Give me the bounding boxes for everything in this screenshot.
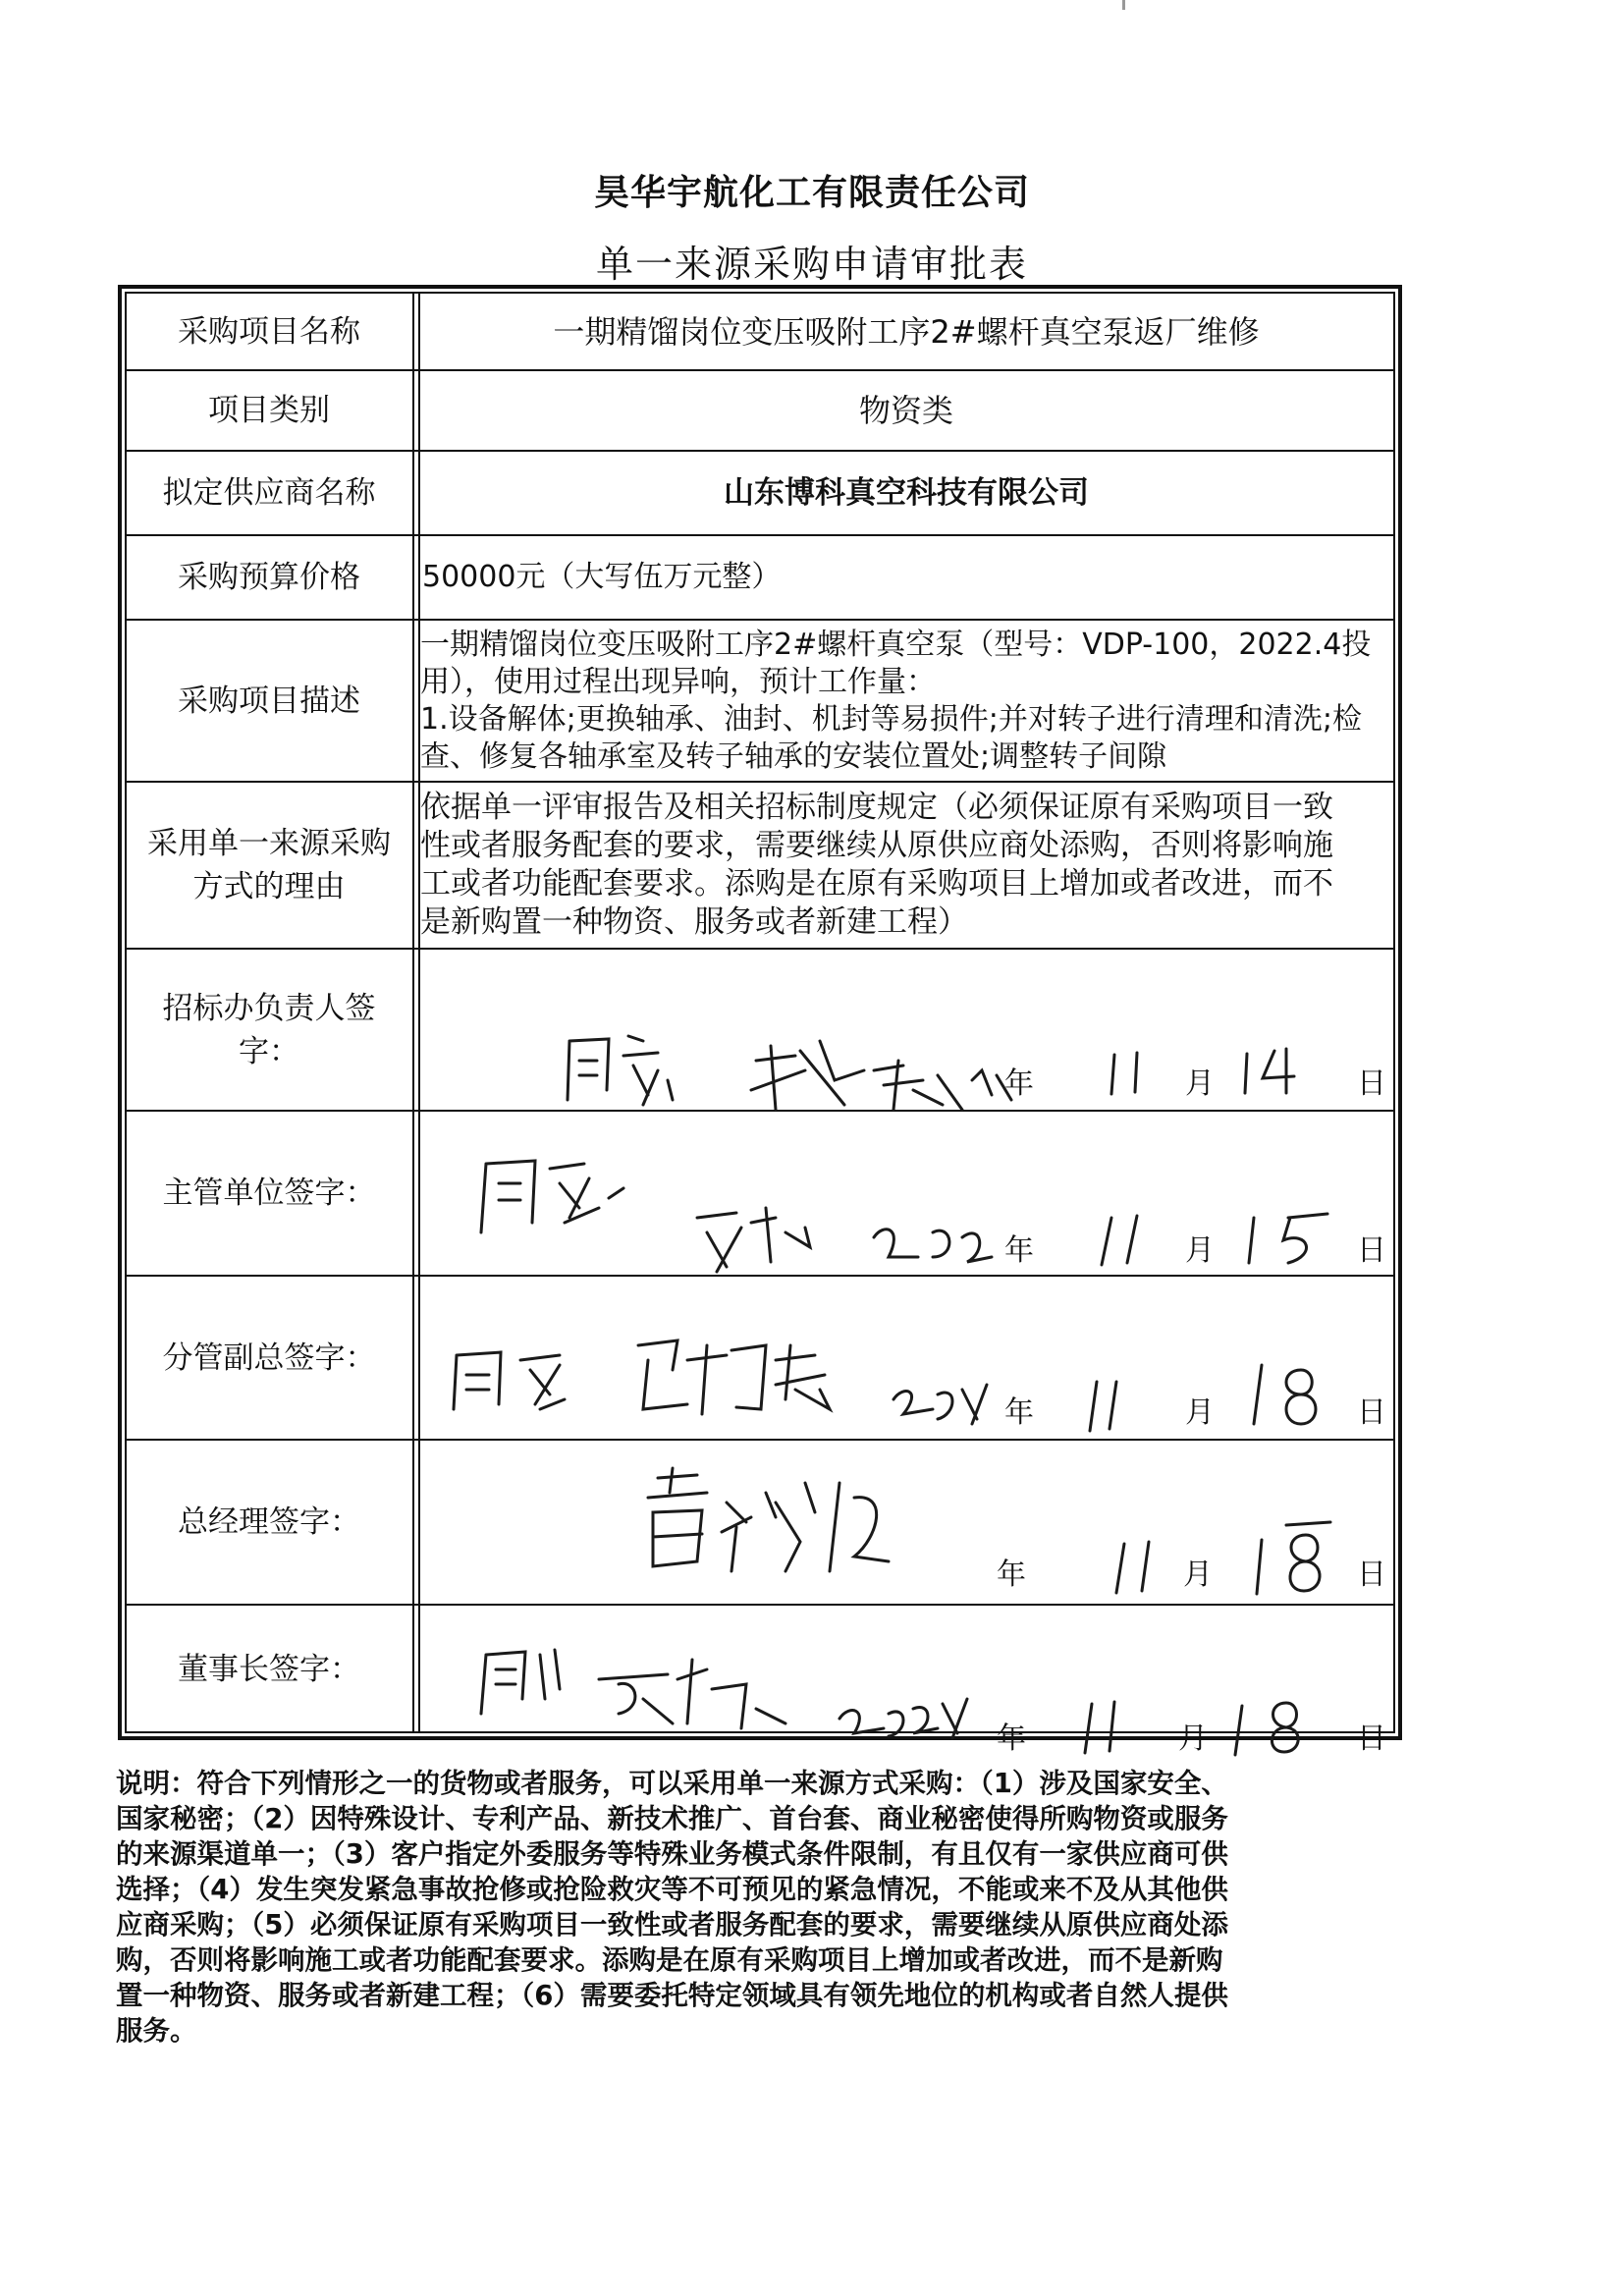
note-line: 服务。 <box>116 2015 197 2047</box>
label-description: 采购项目描述 <box>178 683 360 719</box>
explanatory-note <box>116 1766 1412 2049</box>
handwritten-month-sig1 <box>1100 1043 1178 1102</box>
handwritten-month-sig2 <box>1090 1206 1168 1275</box>
value-description <box>420 627 1392 776</box>
handwritten-signature-bidding-office <box>550 1011 1041 1120</box>
handwritten-day-sig4 <box>1247 1520 1345 1599</box>
handwritten-month-sig5 <box>1070 1694 1149 1763</box>
label-supervising-unit-signature: 主管单位签字： <box>162 1175 376 1211</box>
sig1-year-suffix: 年 <box>1004 1066 1034 1101</box>
value-category: 物资类 <box>858 392 953 429</box>
label-category: 项目类别 <box>208 393 330 428</box>
label-supplier: 拟定供应商名称 <box>162 475 376 511</box>
form-title: 单一来源采购申请审批表 <box>595 243 1028 286</box>
label-bidding-office-signature: 招标办负责人签 字： <box>162 990 376 1069</box>
note-line: 国家秘密；（2）因特殊设计、专利产品、新技术推广、首台套、商业秘密使得所购物资或服务 <box>116 1803 1228 1834</box>
label-chairman-signature: 董事长签字： <box>178 1652 360 1687</box>
handwritten-signature-vice-president <box>442 1331 1031 1439</box>
sig3-day-suffix: 日 <box>1357 1395 1386 1430</box>
company-name: 昊华宇航化工有限责任公司 <box>593 173 1030 213</box>
description-line: 查、修复各轴承室及转子轴承的安装位置处;调整转子间隙 <box>420 739 1167 774</box>
sig2-day-suffix: 日 <box>1357 1233 1386 1268</box>
sig1-month-suffix: 月 <box>1185 1066 1215 1101</box>
value-budget: 50000元（大写伍万元整） <box>422 560 782 594</box>
reason-line: 工或者功能配套要求。添购是在原有采购项目上增加或者改进，而不 <box>420 866 1333 902</box>
sig4-month-suffix: 月 <box>1183 1558 1213 1592</box>
label-vice-president-signature: 分管副总签字： <box>162 1339 376 1376</box>
label-project-name: 采购项目名称 <box>178 313 360 350</box>
reason-line: 依据单一评审报告及相关招标制度规定（必须保证原有采购项目一致 <box>420 790 1333 825</box>
reason-line: 性或者服务配套的要求，需要继续从原供应商处添购，否则将影响施 <box>420 828 1333 863</box>
sig4-day-suffix: 日 <box>1357 1558 1386 1592</box>
description-line: 一期精馏岗位变压吸附工序2#螺杆真空泵（型号：VDP-100，2022.4投 <box>420 628 1372 662</box>
handwritten-month-sig3 <box>1075 1370 1154 1444</box>
sig4-year-suffix: 年 <box>997 1558 1026 1592</box>
handwritten-signature-supervising-unit <box>471 1139 1060 1277</box>
note-line: 置一种物资、服务或者新建工程；（6）需要委托特定领域具有领先地位的机构或者自然人提供 <box>116 1980 1228 2011</box>
sig5-month-suffix: 月 <box>1178 1722 1208 1756</box>
label-reason: 采用单一来源采购 方式的理由 <box>147 826 391 904</box>
handwritten-day-sig1 <box>1235 1039 1333 1098</box>
value-supplier: 山东博科真空科技有限公司 <box>724 475 1089 511</box>
sig2-month-suffix: 月 <box>1185 1233 1215 1268</box>
note-line: 说明：符合下列情形之一的货物或者服务，可以采用单一来源方式采购：（1）涉及国家安全、 <box>116 1768 1228 1799</box>
column-divider <box>412 292 414 1733</box>
label-general-manager-signature: 总经理签字： <box>178 1504 360 1540</box>
sig5-day-suffix: 日 <box>1357 1722 1386 1756</box>
handwritten-signature-chairman <box>471 1630 1021 1748</box>
label-budget: 采购预算价格 <box>178 560 360 595</box>
handwritten-signature-general-manager <box>628 1463 903 1591</box>
sig3-month-suffix: 月 <box>1185 1395 1215 1430</box>
note-line: 的来源渠道单一；（3）客户指定外委服务等特殊业务模式条件限制，有且仅有一家供应商可供 <box>116 1838 1228 1870</box>
value-reason <box>420 789 1392 942</box>
description-line: 用），使用过程出现异响，预计工作量： <box>420 665 936 699</box>
note-line: 选择；（4）发生突发紧急事故抢修或抢险救灾等不可预见的紧急情况，不能或来不及从其他供 <box>116 1874 1228 1905</box>
sig1-day-suffix: 日 <box>1357 1066 1386 1101</box>
sig3-year-suffix: 年 <box>1004 1395 1034 1430</box>
handwritten-day-sig3 <box>1242 1355 1340 1434</box>
sig2-year-suffix: 年 <box>1004 1233 1034 1268</box>
handwritten-month-sig4 <box>1105 1534 1183 1603</box>
handwritten-day-sig5 <box>1227 1691 1326 1760</box>
note-line: 应商采购；（5）必须保证原有采购项目一致性或者服务配套的要求，需要继续从原供应商处添 <box>116 1909 1228 1941</box>
value-project-name: 一期精馏岗位变压吸附工序2#螺杆真空泵返厂维修 <box>553 312 1260 351</box>
reason-line: 是新购置一种物资、服务或者新建工程） <box>420 904 968 940</box>
handwritten-day-sig2 <box>1239 1206 1347 1270</box>
scan-mark <box>1122 0 1125 10</box>
note-line: 购，否则将影响施工或者功能配套要求。添购是在原有采购项目上增加或者改进，而不是新购 <box>116 1944 1223 1976</box>
description-line: 1.设备解体;更换轴承、油封、机封等易损件;并对转子进行清理和清洗;检 <box>420 702 1362 737</box>
sig5-year-suffix: 年 <box>997 1722 1026 1756</box>
